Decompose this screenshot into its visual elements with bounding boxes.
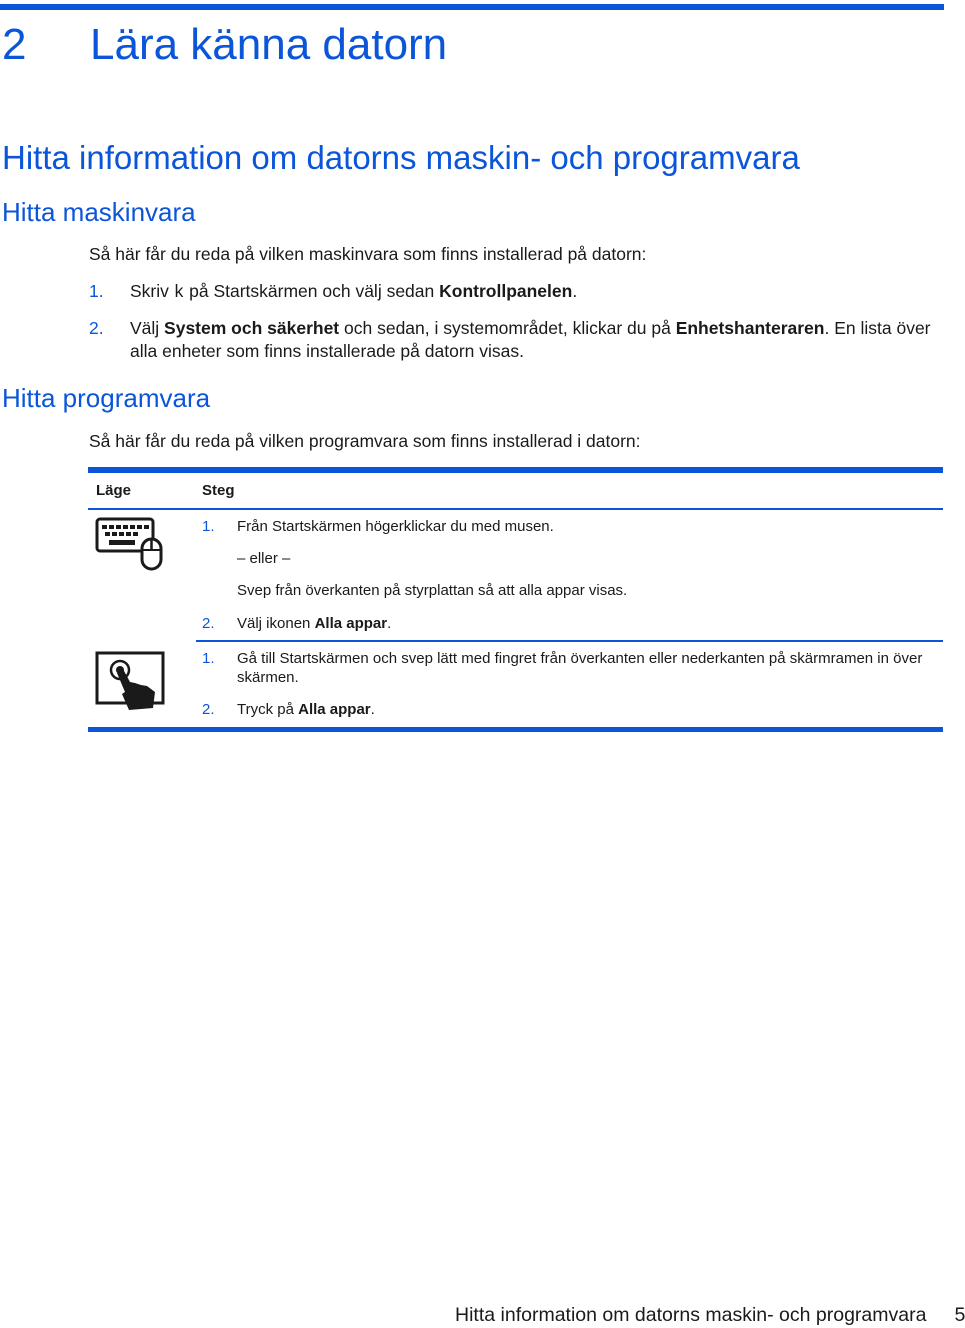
step-number: 1.: [89, 281, 104, 301]
top-rule: [0, 4, 944, 10]
step-text: Välj ikonen: [237, 615, 315, 632]
table-bottom-rule: [88, 727, 943, 732]
step-text: .: [572, 281, 578, 301]
step-number: 2.: [89, 318, 104, 338]
col-header-mode: Läge: [96, 482, 132, 499]
step-number: 1.: [202, 650, 215, 667]
step-text: Tryck på: [237, 701, 299, 718]
step-number: 1.: [202, 518, 215, 535]
section-title: Hitta information om datorns maskin- och programvara: [2, 139, 800, 176]
hardware-heading: Hitta maskinvara: [2, 197, 196, 227]
footer-title: Hitta information om datorns maskin- och programvara: [455, 1304, 927, 1326]
hardware-step-2: [89, 317, 939, 363]
step-text: på Startskärmen och välj sedan: [184, 281, 440, 301]
step-text: Välj: [130, 318, 165, 338]
step-text: Skriv: [130, 281, 174, 301]
software-heading: Hitta programvara: [2, 383, 211, 413]
touchscreen-hand-icon: [95, 650, 167, 714]
step-number: 2.: [202, 701, 215, 718]
row1-step-1: [202, 517, 922, 536]
table-header-rule: [88, 508, 943, 510]
system-security-label: System och säkerhet: [164, 318, 340, 338]
step-text: Från Startskärmen högerklickar du med musen.: [237, 518, 554, 535]
step-text: .: [370, 701, 375, 718]
row1-step-2: [202, 614, 922, 633]
device-manager-label: Enhetshanteraren: [675, 318, 825, 338]
hardware-step-1: [89, 280, 939, 305]
step-text: . En lista över alla enheter som finns installerade på datorn visas.: [130, 318, 931, 361]
table-row-rule: [196, 640, 943, 642]
all-apps-label: Alla appar: [314, 615, 388, 632]
page-number: 5: [954, 1304, 965, 1326]
software-intro: Så här får du reda på vilken programvara som finns installerad i datorn:: [89, 431, 641, 451]
key-code: k: [173, 283, 185, 303]
row1-or: – eller –: [237, 550, 291, 567]
step-number: 2.: [202, 615, 215, 632]
table-top-rule: [88, 467, 943, 473]
row2-step-1: [202, 649, 937, 687]
row1-alt: Svep från överkanten på styrplattan så att alla appar visas.: [237, 582, 628, 599]
chapter-number: 2: [2, 20, 27, 69]
control-panel-label: Kontrollpanelen: [439, 281, 573, 301]
all-apps-label: Alla appar: [298, 701, 371, 718]
row2-step-2: [202, 700, 922, 719]
step-text: .: [387, 615, 392, 632]
page-footer: [455, 1303, 965, 1327]
chapter-name: Lära känna datorn: [90, 20, 448, 69]
chapter-title: [2, 18, 447, 72]
step-text: Gå till Startskärmen och svep lätt med fingret från överkanten eller nederkanten på skärmramen in över skärmen.: [237, 650, 923, 686]
keyboard-mouse-icon: [95, 517, 167, 571]
hardware-intro: Så här får du reda på vilken maskinvara som finns installerad på datorn:: [89, 244, 647, 264]
step-text: och sedan, i systemområdet, klickar du på: [339, 318, 676, 338]
col-header-steps: Steg: [202, 482, 235, 499]
